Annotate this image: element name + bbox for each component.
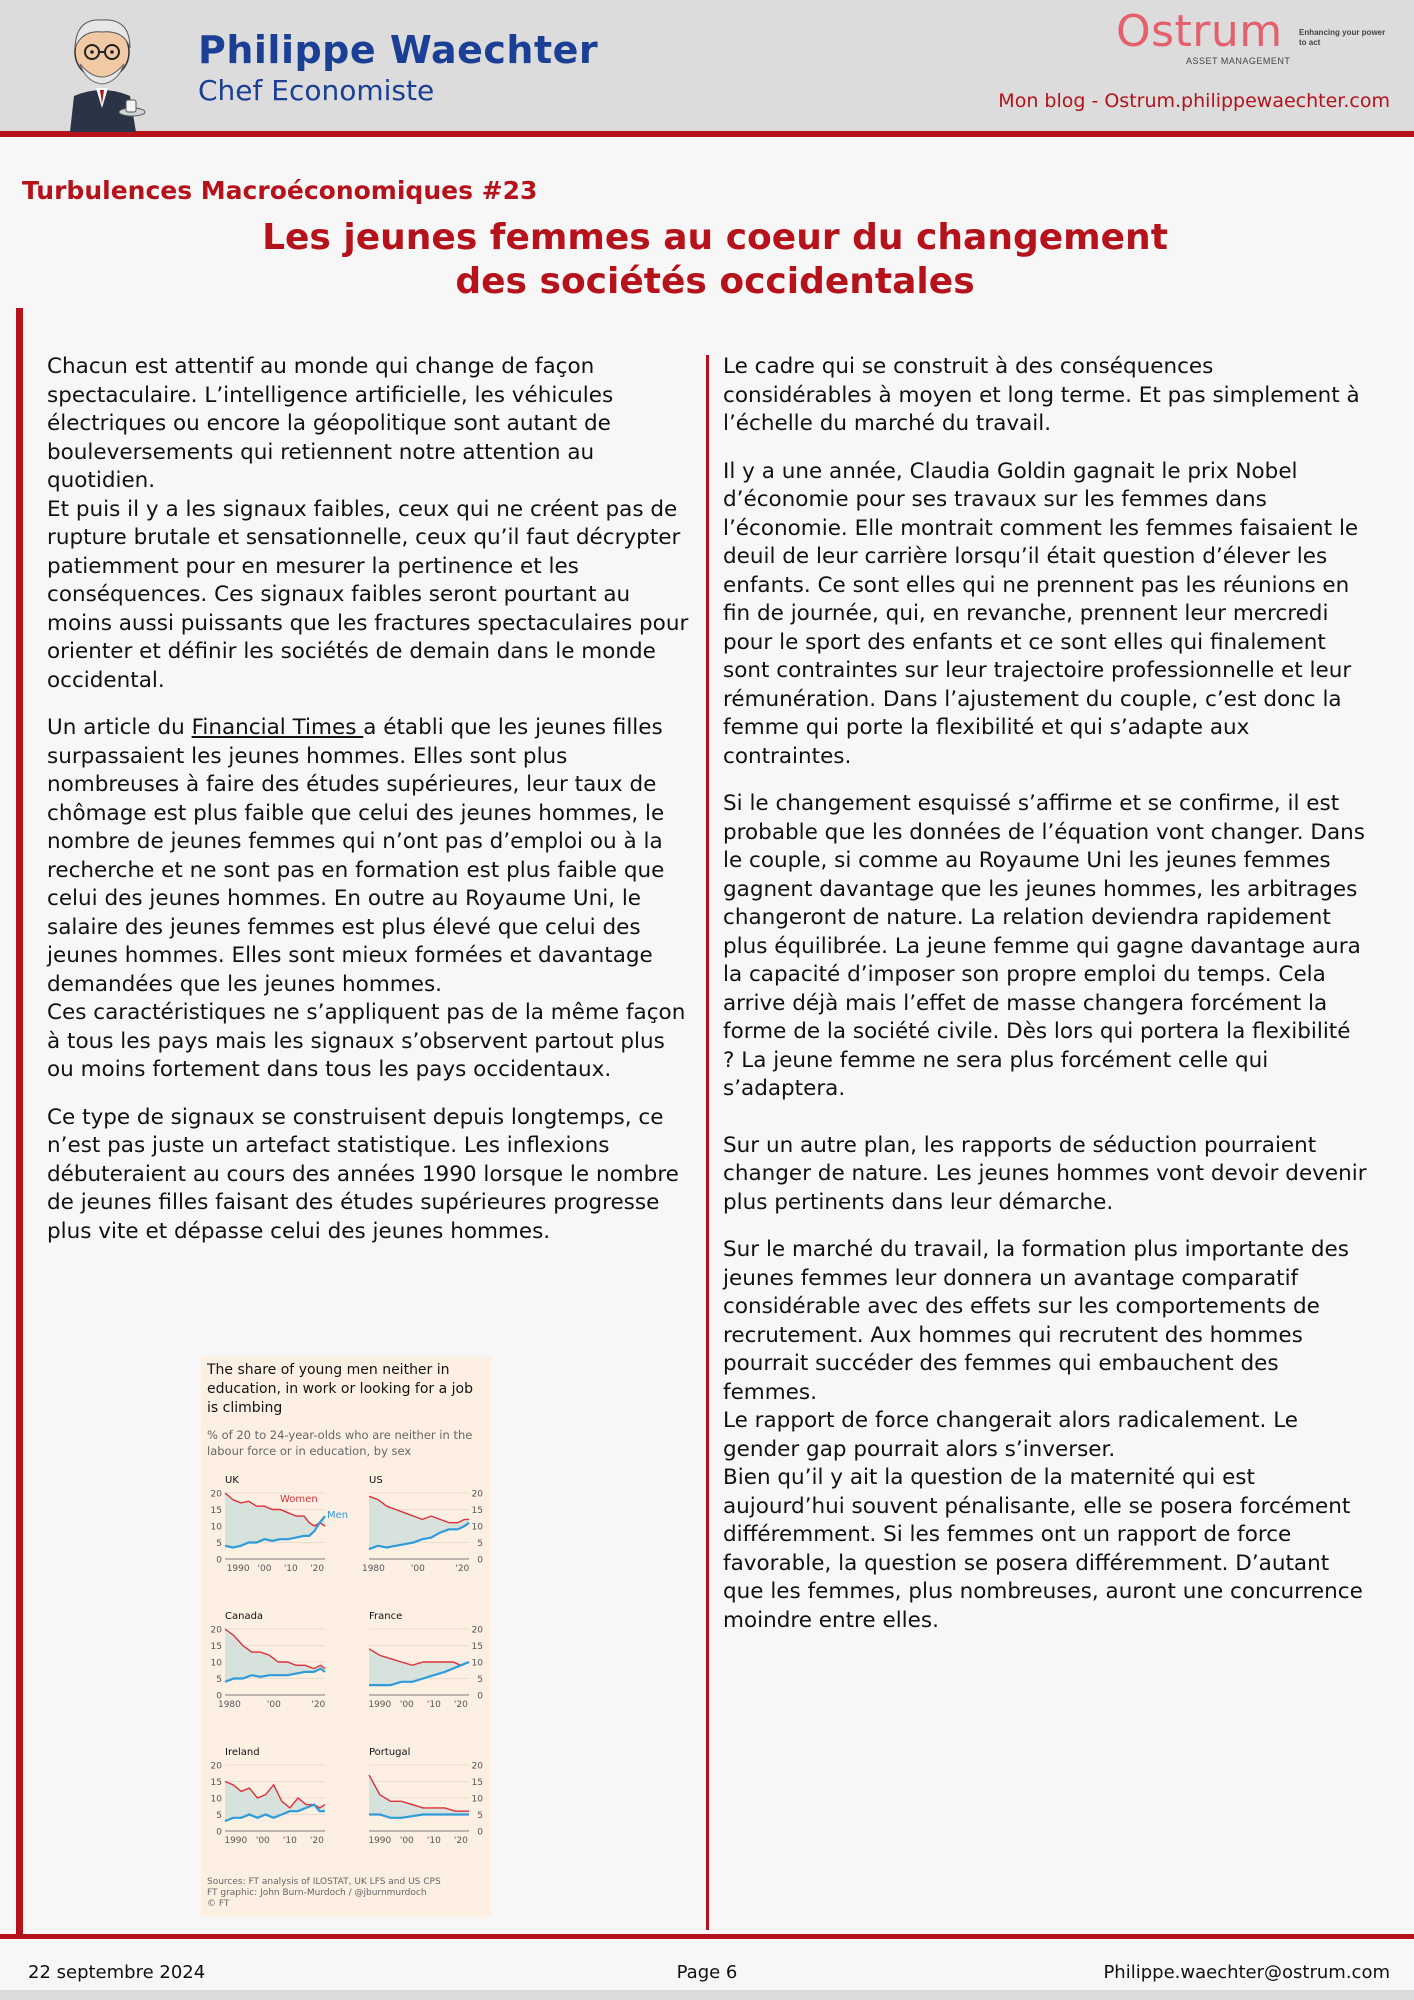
paragraph: Le rapport de force changerait alors radicalement. Le gender gap pourrait alors s’inverser.	[723, 1408, 1299, 1462]
y-tick-label: 5	[477, 1539, 483, 1549]
y-tick-label: 15	[210, 1778, 222, 1788]
chart-panels	[201, 1357, 491, 1877]
paragraph-text: Un article du	[47, 715, 192, 740]
chart-subtitle: % of 20 to 24-year-olds who are neither in the labour force or in education, by sex	[207, 1428, 473, 1458]
page-number: Page 6	[676, 1962, 738, 1983]
y-tick-label: 15	[471, 1642, 483, 1652]
paragraph: Si le changement esquissé s’affirme et se confirme, il est probable que les données de l’équation vont changer. Dans le couple, si comme au Royaume Uni les jeunes femmes gagnent davantage que les jeunes hommes, les arbitrages changeront de nature. La relation deviendra rapidement plus équilibrée. La jeune femme qui gagne davantage aura la capacité d’imposer son propre emploi du temps. Cela arrive déjà mais l’effet de masse changera forcément la forme de la société civile. Dès lors qui portera la flexibilité ? La jeune femme ne sera plus forcément celle qui s’adaptera.	[723, 791, 1365, 1101]
paragraph: Bien qu’il y ait la question de la maternité qui est aujourd’hui souvent pénalisante, elle se posera forcément différemment. Si les femmes ont un rapport de force favorable, la question se posera différemment. D’autant que les femmes, plus nombreuses, auront une concurrence moindre entre elles.	[723, 1465, 1363, 1633]
footer-date: 22 septembre 2024	[28, 1962, 206, 1983]
x-tick-label: '20	[453, 1836, 468, 1846]
y-tick-label: 0	[216, 1827, 222, 1838]
x-tick-label: '00	[399, 1700, 414, 1710]
x-tick-label: '00	[257, 1564, 272, 1574]
ft-chart	[201, 1357, 491, 1917]
x-tick-label: '10	[426, 1836, 441, 1846]
paragraph: Chacun est attentif au monde qui change de façon spectaculaire. L’intelligence artificielle, les véhicules électriques ou encore la géopolitique sont autant de bouleversements qui retiennent notre attention au quotidien.	[47, 354, 614, 493]
y-tick-label: 20	[210, 1761, 222, 1772]
y-tick-label: 20	[471, 1489, 483, 1500]
page-title	[150, 216, 1280, 304]
paragraph: Sur le marché du travail, la formation plus importante des jeunes femmes leur donnera un avantage comparatif considérable avec des effets sur les comportements de recrutement. Aux hommes qui recrutent des hommes pourrait succéder des femmes qui embauchent des femmes.	[723, 1237, 1349, 1405]
x-tick-label: 1990	[224, 1836, 248, 1846]
paragraph: Ce type de signaux se construisent depuis longtemps, ce n’est pas juste un artefact statistique. Les inflexions débuteraient au cours des années 1990 lorsque le nombre de jeunes filles faisant des études supérieures progresse plus vite et dépasse celui des jeunes hommes.	[47, 1104, 679, 1244]
panel-label: UK	[225, 1475, 239, 1486]
blog-link[interactable]: Mon blog - Ostrum.philippewaechter.com	[998, 90, 1390, 112]
author-name: Philippe Waechter	[198, 28, 599, 72]
x-tick-label: '00	[255, 1836, 270, 1846]
panel-label: France	[369, 1611, 403, 1622]
x-tick-label: 1990	[368, 1836, 392, 1846]
paragraph: Sur un autre plan, les rapports de séduction pourraient changer de nature. Les jeunes hommes vont devoir devenir plus pertinents dans leur démarche.	[723, 1132, 1367, 1215]
y-tick-label: 15	[210, 1642, 222, 1652]
y-tick-label: 15	[210, 1506, 222, 1516]
y-tick-label: 5	[216, 1811, 222, 1821]
y-tick-label: 5	[216, 1675, 222, 1685]
panel-label: Portugal	[369, 1747, 411, 1758]
y-tick-label: 0	[477, 1691, 483, 1702]
title-line-1: Les jeunes femmes au coeur du changement	[262, 217, 1168, 258]
paragraph	[47, 714, 697, 999]
author-title: Chef Economiste	[198, 74, 435, 107]
x-tick-label: '10	[426, 1700, 441, 1710]
y-tick-label: 10	[210, 1794, 222, 1805]
paragraph: Le cadre qui se construit à des conséquences considérables à moyen et long terme. Et pas simplement à l’échelle du marché du travail.	[723, 354, 1360, 436]
x-tick-label: '20	[309, 1836, 324, 1846]
logo-subtitle: ASSET MANAGEMENT	[1186, 56, 1291, 66]
y-tick-label: 5	[477, 1675, 483, 1685]
panel-label: Canada	[225, 1611, 264, 1622]
women-legend-label: Women	[280, 1494, 318, 1506]
y-tick-label: 0	[477, 1555, 483, 1566]
footer-email[interactable]: Philippe.waechter@ostrum.com	[1103, 1962, 1390, 1983]
y-tick-label: 10	[210, 1658, 222, 1669]
x-tick-label: '20	[453, 1700, 468, 1710]
x-tick-label: 1980	[361, 1564, 385, 1574]
y-tick-label: 10	[471, 1522, 483, 1533]
y-tick-label: 10	[471, 1658, 483, 1669]
paragraph: Il y a une année, Claudia Goldin gagnait le prix Nobel d’économie pour ses travaux sur les femmes dans l’économie. Elle montrait comment les femmes faisaient le deuil de leur carrière lorsqu’il était question d’élever les enfants. Ce sont elles qui ne prennent pas les réunions en fin de journée, qui, en revanche, prennent leur mercredi pour le sport des enfants et ce sont elles qui finalement sont contraintes sur leur trajectoire professionnelle et leur rémunération. Dans l’ajustement du couple, c’est donc la femme qui porte la flexibilité et qui s’adapte aux contraintes.	[723, 458, 1359, 769]
header-divider	[0, 131, 1414, 137]
men-series-line	[369, 1815, 469, 1818]
x-tick-label: '00	[399, 1836, 414, 1846]
footer-divider	[0, 1934, 1414, 1939]
panel-label: US	[369, 1475, 383, 1486]
gap-area	[225, 1629, 325, 1682]
x-tick-label: '20	[455, 1564, 470, 1574]
x-tick-label: '20	[311, 1700, 326, 1710]
paragraph: Ces caractéristiques ne s’appliquent pas de la même façon à tous les pays mais les signaux s’observent partout plus ou moins fortement dans tous les pays occidentaux.	[47, 1000, 686, 1082]
source-line: Sources: FT analysis of ILOSTAT, UK LFS and US CPS	[207, 1877, 441, 1887]
x-tick-label: 1990	[226, 1564, 250, 1574]
x-tick-label: '00	[410, 1564, 425, 1574]
x-tick-label: '00	[266, 1700, 281, 1710]
left-accent-bar	[16, 308, 23, 1938]
y-tick-label: 10	[210, 1522, 222, 1533]
x-tick-label: '10	[282, 1836, 297, 1846]
x-tick-label: '10	[283, 1564, 298, 1574]
paragraph-text: a établi que les jeunes filles surpassaient les jeunes hommes. Elles sont plus nombreuses à faire des études supérieures, leur taux de chômage est plus faible que celui des jeunes hommes, le nombre de jeunes femmes qui n’ont pas d’emploi ou à la recherche et ne sont pas en formation est plus faible que celui des jeunes hommes. En outre au Royaume Uni, le salaire des jeunes femmes est plus élevé que celui des jeunes hommes. Elles sont mieux formées et davantage demandées que les jeunes hommes.	[47, 715, 665, 997]
y-tick-label: 0	[216, 1555, 222, 1566]
author-avatar-icon	[52, 8, 152, 132]
right-column	[723, 353, 1368, 1635]
column-divider	[706, 355, 709, 1930]
y-tick-label: 20	[210, 1625, 222, 1636]
chart-source	[207, 1877, 441, 1910]
y-tick-label: 0	[477, 1827, 483, 1838]
logo-tagline: Enhancing your power to act	[1299, 28, 1386, 47]
y-tick-label: 15	[471, 1778, 483, 1788]
y-tick-label: 10	[471, 1794, 483, 1805]
panel-label: Ireland	[225, 1747, 260, 1758]
source-line: FT graphic: John Burn-Murdoch / @jburnmurdoch	[207, 1888, 427, 1898]
source-line: © FT	[207, 1899, 230, 1909]
left-column	[47, 353, 697, 1265]
y-tick-label: 20	[210, 1489, 222, 1500]
paragraph: Et puis il y a les signaux faibles, ceux qui ne créent pas de rupture brutale et sensationnelle, ceux qu’il faut décrypter patiemment pour en mesurer la pertinence et les conséquences. Ces signaux faibles seront pourtant au moins aussi puissants que les fractures spectaculaires pour orienter et définir les sociétés de demain dans le monde occidental.	[47, 496, 689, 693]
y-tick-label: 20	[471, 1625, 483, 1636]
men-legend-label: Men	[327, 1510, 349, 1522]
y-tick-label: 20	[471, 1761, 483, 1772]
ostrum-logo: Ostrum	[1116, 6, 1283, 57]
title-line-2: des sociétés occidentales	[455, 261, 975, 302]
x-tick-label: 1980	[217, 1700, 241, 1710]
y-tick-label: 5	[216, 1539, 222, 1549]
y-tick-label: 5	[477, 1811, 483, 1821]
x-tick-label: 1990	[368, 1700, 392, 1710]
series-label: Turbulences Macroéconomiques #23	[22, 176, 538, 205]
y-tick-label: 15	[471, 1506, 483, 1516]
financial-times-link[interactable]: Financial Times	[191, 715, 364, 740]
chart-title: The share of young men neither in education, in work or looking for a job is climbing	[207, 1362, 473, 1416]
y-tick-label: 0	[216, 1691, 222, 1702]
footer-band	[0, 1990, 1414, 2000]
x-tick-label: '20	[310, 1564, 325, 1574]
